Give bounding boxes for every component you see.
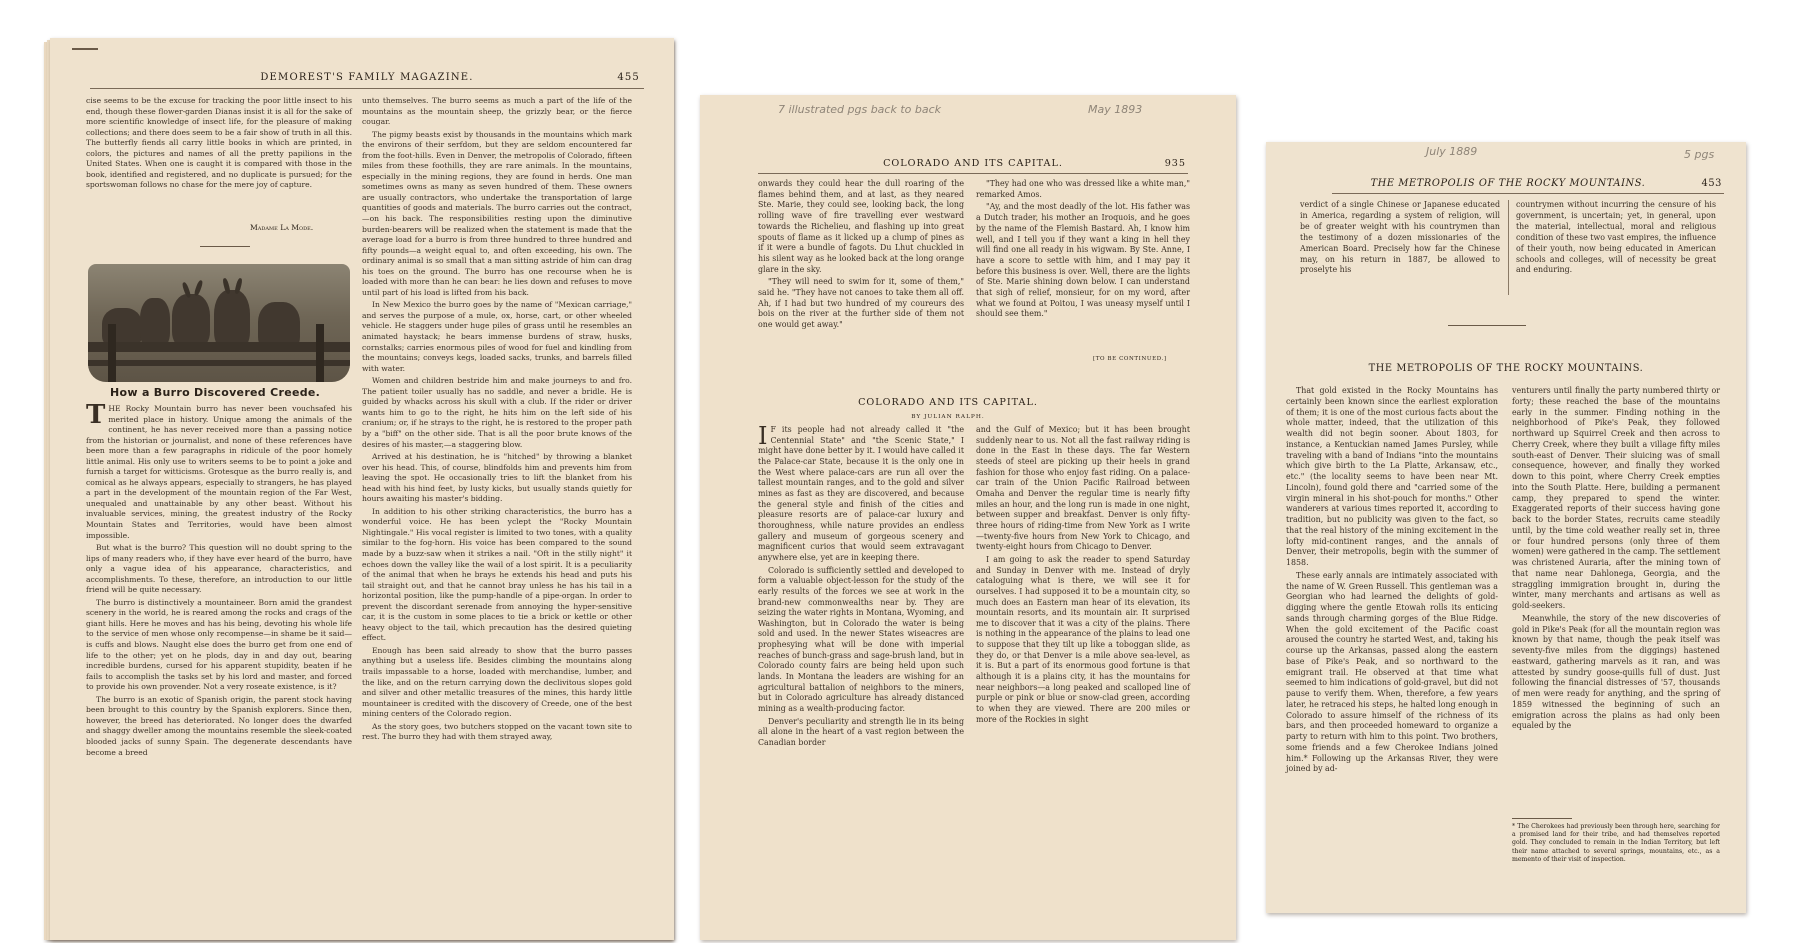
paragraph-text: HE Rocky Mountain burro has never been vouchsafed his merited place in history. Unique among the animals of the continent, he has never received more than a passing notice from the historian or journalist, and none of these references have been more than a few paragraphs in ridicule of the poor homely little animal. His only use to writers seems to be to point a joke and furnish a target for witticisms. Grotesque as the burro really is, and comical as he always appears, especially to strangers, he has played a part in the development of the mountain region of the Far West, unequaled and unattainable by any other beast. Without his invaluable services, mining, the greatest industry of the Rocky Mountain States and Territories, would have been almost impossible.: [86, 404, 352, 540]
paragraph: I am going to ask the reader to spend Saturday and Sunday in Denver with me. Instead of dryly cataloguing what is there, we will see it for ourselves. I had supposed it to be a mountain city, so much does an Eastern man hear of its elevation, its mountain resorts, and its mountain air. It surprised me to discover that it was a city of the plains. There is nothing in the appearance of the plains to lead one to suppose that they tilt up like a toboggan slide, as they do, or that Denver is a mile above sea-level, as it is. But a part of its enormous good fortune is that although it is a plains city, it has the mountains for near neighbors—a long peaked and scalloped line of purple or pink or blue or snow-clad green, according to when they are viewed. There are 200 miles or more of the Rockies in sight: [976, 554, 1190, 724]
paragraph: Enough has been said already to show that the burro passes anything but a useless life. Besides climbing the mountains along trails impassable to a horse, loaded with merchandise, lumber, and the like, and on the return carrying down the declivitous slopes gold and silver and other metallic treasures of the mines, this hardy little mountaineer is credited with the discovery of Creede, one of the best mining centers of the Colorado region.: [362, 645, 632, 719]
paragraph: unto themselves. The burro seems as much a part of the life of the mountains as the mountain sheep, the grizzly bear, or the fierce cougar.: [362, 96, 632, 127]
paragraph: Denver's peculiarity and strength lie in its being all alone in the heart of a vast region between the Canadian border: [758, 716, 964, 748]
continued-note: [TO BE CONTINUED.]: [1093, 356, 1167, 362]
paragraph: venturers until finally the party numbered thirty or forty; these reached the base of the mountains early in the summer. Finding nothing in the neighborhood of Pike's Peak, they followed northward up Squirrel Creek and then across to Cherry Creek, where they built a village fifty miles south-east of Denver. Their sluicing was of small consequence, however, and finally they worked down to this point, where Cherry Creek empties into the South Platte. Here, building a permanent camp, they prepared to spend the winter. Exaggerated reports of their success having gone back to the border States, recruits came steadily until, by the time cold weather really set in, three or four hundred persons (only three of them women) were gathered in the camp. The settlement was christened Auraria, after the mining town of that name near Dahlonega, Georgia, and the straggling immigration brought in, during the winter, many merchants and artisans as well as gold-seekers.: [1512, 386, 1720, 610]
page-number: 455: [617, 72, 640, 83]
pencil-date: May 1893: [1088, 103, 1143, 116]
paragraph: These early annals are intimately associated with the name of W. Green Russell. This gentleman was a Georgian who had learned the delights of gold-digging where the gentle Etowah rolls its enticing sands through charming gorges of the Blue Ridge. When the gold excitement of the Pacific coast aroused the country he started West, and, taking his course up the Arkansas, passed along the eastern base of Pike's Peak, and so northward to the emigrant trail. He observed at that time what seemed to him indications of gold-gravel, but did not pause to verify them. When, therefore, a few years later, he retraced his steps, he halted long enough in Colorado to assure himself of the richness of its bars, and then proceeded homeward to organize a party to return with him to this point. Two brothers, some friends and a few Cherokee Indians joined him.* Following up the Arkansas River, they were joined by ad-: [1286, 570, 1498, 774]
column-4: [1512, 386, 1720, 734]
pencil-annotation: 7 illustrated pgs back to back: [778, 103, 942, 116]
paragraph: The burro is distinctively a mountaineer. Born amid the grandest scenery in the world, he is reared among the rocks and crags of the giant hills. Here he moves and has his being, devoting his whole life to the service of men whose only recompense—in shame be it said—is cuffs and blows. Naught else does the burro get from one end of life to the other; yet on he plods, day in and day out, bearing incredible burdens, cursed for his apparent stupidity, beaten if he fails to accomplish the tasks set by his lord and master, and forced to provide his own provender. Not a very roseate existence, is it?: [86, 597, 352, 692]
section-ornament: [200, 246, 250, 247]
column-1-top: [86, 96, 352, 193]
fence-post: [108, 324, 116, 382]
pencil-date: July 1889: [1426, 145, 1478, 158]
paragraph: The burro is an exotic of Spanish origin, the parent stock having been brought to this country by the Spanish explorers. Since then, however, the breed has deteriorated. No longer does the dwarfed and shaggy dweller among the mountains resemble the sleek-coated blooded jacks of sunny Spain. The degenerate descendants have become a breed: [86, 694, 352, 757]
drop-cap: T: [86, 400, 106, 430]
paragraph-text: F its people had not already called it "the Centennial State" and "the Scenic State," I might have done better by it. I would have called it the Palace-car State, because it is the only one in the West where palace-cars are run all over the tallest mountain ranges, and to the gold and silver mines as fast as they are discovered, and because the general style and finish of the cities and pleasure resorts are of palace-car luxury and thoroughness, while nature provides an endless gallery and museum of gorgeous scenery and magnificent curios that would seem extravagant anywhere else, yet are in keeping there.: [758, 425, 964, 562]
column-4: [976, 425, 1190, 727]
paragraph: verdict of a single Chinese or Japanese educated in America, regarding a system of religion, will be of greater weight with his countrymen than the testimony of a dozen missionaries of the American Board. Precisely how far the Chinese may, on his return in 1887, be allowed to proselyte his: [1300, 200, 1500, 275]
fence-rail: [88, 360, 350, 366]
burros-photograph: [88, 264, 350, 382]
paragraph: countrymen without incurring the censure of his government, is uncertain; yet, in general, upon the material, intellectual, moral and religious condition of these two vast empires, the influence of their youth, now being educated in American schools and colleges, will of necessity be great and enduring.: [1516, 200, 1716, 275]
paragraph: But what is the burro? This question will no doubt spring to the lips of many readers who, if they have ever heard of the burro, have only a vague idea of his appearance, characteristics, and accomplishments. To these, therefore, an introduction to our little friend will be quite necessary.: [86, 543, 352, 595]
paragraph: Arrived at his destination, he is "hitched" by throwing a blanket over his head. This, of course, blindfolds him and prevents him from leaving the spot. He occasionally tries to lift the blanket from his head with his hind feet, by lusty kicks, but usually stands quietly for hours awaiting his master's bidding.: [362, 452, 632, 504]
paragraph: Women and children bestride him and make journeys to and fro. The patient toiler usually has no saddle, and never a bridle. He is guided by whacks across his skull with a club. If the rider or driver wants him to go to the right, he hits him on the left side of his cranium; or, if he strays to the right, he is restored to the proper path by a "biff" on the other side. That is all the poor brute knows of the desires of his master,—a staggering blow.: [362, 376, 632, 449]
paragraph: [758, 422, 964, 564]
paragraph: That gold existed in the Rocky Mountains has certainly been known since the earliest exploration of them; it is one of the most curious facts about the whole matter, indeed, that the utilization of this wealth did not begin sooner. About 1803, for instance, a Kentuckian named James Pursley, while traveling with a band of Indians "into the mountains which give birth to the La Platte, Arkansaw, etc., etc." (the locality seems to have been near Mt. Lincoln), found gold there and "carried some of the virgin mineral in his shot-pouch for months." Other wanderers at various times reported it, according to tradition, but no publicity was given to the fact, so that the real history of the mining excitement in the lofty mid-continent ranges, and the annals of Denver, their metropolis, begin with the summer of 1858.: [1286, 386, 1498, 567]
column-3: [1286, 386, 1498, 777]
column-divider: [1508, 200, 1509, 295]
column-1: [1300, 200, 1500, 278]
paragraph: "They had one who was dressed like a white man," remarked Amos.: [976, 179, 1190, 199]
paragraph: onwards they could hear the dull roaring of the flames behind them, and at last, as they neared Ste. Marie, they could see, looking back, the long rolling wave of fire travelling ever westward towards the Richelieu, and flashing up into great spouts of flame as it licked up a clump of pines as if it were a bundle of fagots. Du Lhut chuckled in his silent way as he looked back at the long orange glare in the sky.: [758, 179, 964, 274]
footnote: * The Cherokees had previously been through here, searching for a promised land for their tribe, and had themselves reported gold. They concluded to remain in the Indian Territory, but left their name attached to several springs, mountains, etc., as a memento of their visit of inspection.: [1512, 823, 1720, 863]
column-2: [362, 96, 632, 745]
paragraph: In New Mexico the burro goes by the name of "Mexican carriage," and serves the purpose of a mule, ox, horse, cart, or other wheeled vehicle. He staggers under huge piles of grass until he resembles an animated haystack; he bears immense burdens of straw, husks, cornstalks; carries enormous piles of wood for fuel and kindling from the mountains; conveys kegs, loaded sacks, trunks, and barrels filled with water.: [362, 300, 632, 373]
burro-figure: [140, 298, 170, 348]
author-signature: Madame La Mode.: [250, 223, 314, 232]
running-head-title: COLORADO AND ITS CAPITAL.: [883, 158, 1063, 169]
section-ornament: [1448, 325, 1526, 326]
column-3: [758, 422, 964, 751]
byline: BY JULIAN RALPH.: [911, 414, 985, 420]
story-title: How a Burro Discovered Creede.: [110, 386, 321, 399]
running-header: [1332, 178, 1724, 194]
running-header: [90, 70, 644, 89]
burro-figure: [172, 294, 210, 348]
magazine-page-demorest: [50, 38, 674, 940]
fence-rail: [88, 342, 350, 352]
magazine-page-colorado: [700, 95, 1236, 940]
burro-figure: [214, 290, 250, 350]
paragraph: As the story goes, two butchers stopped on the vacant town site to rest. The burro they had with them strayed away,: [362, 721, 632, 742]
page-number: 935: [1164, 158, 1186, 169]
running-header: [758, 158, 1188, 174]
paragraph: The pigmy beasts exist by thousands in the mountains which mark the environs of their serfdom, but they are seldom encountered far from the foot-hills. Even in Denver, the metropolis of Colorado, fifteen miles from these foothills, they are rare animals. In the mountains, especially in the mining regions, they are found in herds. One man sometimes owns as many as seven hundred of them. These owners are usually contractors, who undertake the transportation of large quantities of goods and materials. The burro carries out the contract,—on his back. The responsibilities resting upon the diminutive burden-bearers will be realized when the statement is made that the average load for a burro is from three hundred to three hundred and fifty pounds—a weight equal to, and often exceeding, his own. The ordinary animal is so small that a man sitting astride of him can drag his toes on the ground. The burro has one recourse when he is loaded with more than he can bear: he lies down and refuses to move until part of his load is lifted from his back.: [362, 129, 632, 297]
paragraph: Meanwhile, the story of the new discoveries of gold in Pike's Peak (for all the mountain region was known by that name, though the peak itself was seventy-five miles from the diggings) hastened eastward, gathering marvels as it ran, and was attested by sundry goose-quills full of dust. Just following the financial distresses of '57, thousands of men were ready for anything, and the spring of 1859 witnessed the beginning of such an emigration across the plains as had only been equaled by the: [1512, 613, 1720, 731]
drop-cap: I: [758, 422, 768, 450]
article-title: COLORADO AND ITS CAPITAL.: [858, 397, 1038, 408]
footnote-rule: [1512, 818, 1572, 819]
paragraph: "Ay, and the most deadly of the lot. His father was a Dutch trader, his mother an Iroquois, and he goes by the name of the Flemish Bastard. Ah, I know him well, and I tell you if they want a king in hell they will find one all ready in his wigwam. By Ste. Anne, I have a score to settle with him, and I may pay it before this business is over. Well, there are the lights of Ste. Marie shining down below. I can understand that sigh of relief, monsieur, for on my word, after what we found at Poitou, I was uneasy myself until I should see them.": [976, 202, 1190, 319]
paragraph: [86, 400, 352, 541]
column-1-story: [86, 400, 352, 760]
paragraph: In addition to his other striking characteristics, the burro has a wonderful voice. He has been yclept the "Rocky Mountain Nightingale." His vocal register is limited to two tones, with a quality similar to the fog-horn. His voice has been compared to the sound made by a buzz-saw when it strikes a nail. "Oft in the stilly night" it echoes down the valley like the wail of a lost spirit. It is a peculiarity of the animal that when he brays he extends his head and puts his tail straight out, and that he cannot bray unless he has his tail in a horizontal position, like the pump-handle of a pipe-organ. In order to prevent the discordant serenade from annoying the hyper-sensitive car, it is the custom in some places to tie a brick or kettle or other heavy object to the tail, which precaution has the desired quieting effect.: [362, 506, 632, 643]
column-2: [976, 179, 1190, 322]
running-head-title: THE METROPOLIS OF THE ROCKY MOUNTAINS.: [1370, 178, 1646, 189]
article-title: THE METROPOLIS OF THE ROCKY MOUNTAINS.: [1368, 363, 1644, 374]
burro-ear: [193, 280, 203, 297]
page-corner-rule: [72, 48, 98, 50]
fence-post: [316, 324, 324, 382]
paragraph: and the Gulf of Mexico; but it has been brought suddenly near to us. Not all the fast railway riding is done in the East in these days. The far Western steeds of steel are picking up their heels in grand fashion for those who enjoy fast riding. On a palace-car train of the Union Pacific Railroad between Omaha and Denver the regular time is nearly fifty miles an hour, and the long run is made in one night, between supper and breakfast. Denver is only fifty-three hours of riding-time from New York as I write—twenty-five hours from New York to Chicago, and twenty-eight hours from Chicago to Denver.: [976, 425, 1190, 552]
pencil-annotation: 5 pgs: [1684, 148, 1715, 161]
page-number: 453: [1701, 178, 1722, 189]
magazine-page-metropolis: [1266, 142, 1746, 913]
paragraph: "They will need to swim for it, some of them," said he. "They have not canoes to take them all off. Ah, if I had but two hundred of my coureurs des bois on the river at the further side of them not one would get away.": [758, 277, 964, 330]
column-2: [1516, 200, 1716, 278]
running-head-title: DEMOREST'S FAMILY MAGAZINE.: [260, 72, 474, 83]
paragraph: cise seems to be the excuse for tracking the poor little insect to his end, though these flower-garden Dianas insist it is all for the sake of more scientific knowledge of insect life, for the pleasure of making collections; and there does seem to be a fair show of truth in all this. The butterfly fiends all carry little books in which are printed, in colors, the pictures and names of all the pretty papilions in the United States. When one is caught it is compared with those in the book, identified and registered, and no duplicate is pursued; for the sportswoman follows no chase for the mere joy of capture.: [86, 96, 352, 190]
paragraph: Colorado is sufficiently settled and developed to form a valuable object-lesson for the study of the early results of the forces we see at work in the brand-new commonwealths near by. They are seizing the water rights in Montana, Wyoming, and Washington, but in Colorado the water is being sold and used. In the newer States wiseacres are prophesying what will be done with imperial reaches of bunch-grass and sage-brush land, but in Colorado county fairs are being held upon such lands. In Montana the leaders are wishing for an agricultural battalion of neighbors to the miners, but in Colorado agriculture has already distanced mining as a wealth-producing factor.: [758, 565, 964, 714]
column-1: [758, 179, 964, 333]
